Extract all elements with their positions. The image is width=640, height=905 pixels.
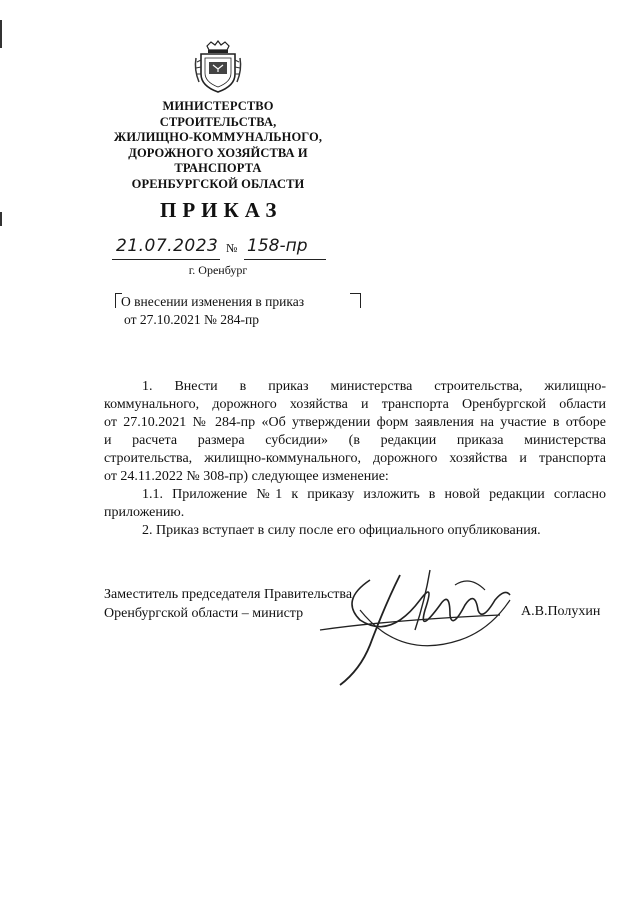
body-line: коммунального, дорожного хозяйства и транспорта Оренбургской области (104, 397, 606, 412)
body-line: строительства, жилищно-коммунального, дорожного хозяйства и транспорта (104, 451, 606, 466)
ministry-header (100, 99, 336, 192)
ministry-line: ДОРОЖНОГО ХОЗЯЙСТВА И (128, 145, 308, 160)
number-underline (244, 259, 326, 260)
order-date: 21.07.2023 (116, 236, 219, 256)
number-sign: № (226, 241, 238, 255)
date-underline (112, 259, 220, 260)
ministry-line: ЖИЛИЩНО-КОММУНАЛЬНОГО, (113, 130, 323, 144)
body-line: приложению. (104, 505, 185, 520)
body-line: от 27.10.2021 № 284-пр «Об утверждении форм заявления на участие в отборе (104, 415, 606, 430)
order-subject (118, 293, 304, 329)
position-line: Заместитель председателя Правительства (104, 587, 353, 602)
subject-line: О внесении изменения в приказ (121, 294, 305, 309)
city-label: г. Оренбург (188, 263, 248, 277)
subject-line: от 27.10.2021 № 284-пр (124, 312, 259, 327)
body-line: 2. Приказ вступает в силу после его официального опубликования. (142, 523, 541, 538)
order-body (104, 378, 606, 540)
ministry-line: МИНИСТЕРСТВО (162, 99, 274, 113)
body-line: и расчета размера субсидии» (в редакции приказа министерства (104, 433, 606, 448)
order-number: 158-пр (247, 236, 308, 256)
scan-edge-mark (0, 212, 2, 226)
scan-edge-mark (0, 20, 2, 48)
subject-bracket-right (350, 293, 361, 308)
position-line: Оренбургской области – министр (104, 606, 304, 621)
document-title: ПРИКАЗ (160, 198, 283, 222)
body-line: 1. Внести в приказ министерства строительства, жилищно- (142, 379, 606, 394)
ministry-line: ТРАНСПОРТА (174, 161, 262, 175)
body-line: от 24.11.2022 № 308-пр) следующее изменение: (104, 469, 389, 484)
ministry-line: ОРЕНБУРГСКОЙ ОБЛАСТИ (131, 176, 305, 191)
body-line: 1.1. Приложение №1 к приказу изложить в новой редакции согласно (142, 487, 606, 502)
handwritten-signature (300, 560, 530, 690)
ministry-line: СТРОИТЕЛЬСТВА, (159, 114, 277, 129)
signatory-name: А.В.Полухин (521, 604, 601, 619)
coat-of-arms-emblem (193, 40, 243, 94)
